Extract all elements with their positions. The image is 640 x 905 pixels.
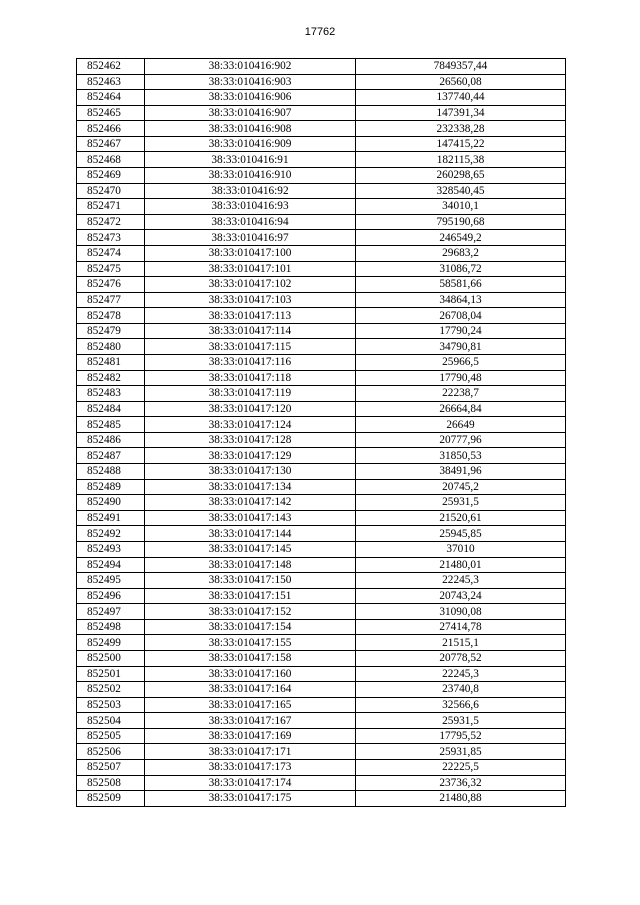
cadastral-number-cell: 38:33:010417:150 — [145, 573, 356, 589]
record-number-cell: 852472 — [77, 214, 145, 230]
value-cell: 20777,96 — [356, 432, 566, 448]
record-number-cell: 852508 — [77, 775, 145, 791]
record-number-cell: 852462 — [77, 59, 145, 75]
cadastral-number-cell: 38:33:010417:103 — [145, 292, 356, 308]
record-number-cell: 852506 — [77, 744, 145, 760]
table-row — [77, 245, 566, 261]
value-cell: 22245,3 — [356, 666, 566, 682]
cadastral-number-cell: 38:33:010416:907 — [145, 105, 356, 121]
table-row — [77, 775, 566, 791]
value-cell: 246549,2 — [356, 230, 566, 246]
value-cell: 147391,34 — [356, 105, 566, 121]
value-cell: 58581,66 — [356, 277, 566, 293]
table-row — [77, 635, 566, 651]
record-number-cell: 852490 — [77, 495, 145, 511]
record-number-cell: 852476 — [77, 277, 145, 293]
table-row — [77, 90, 566, 106]
record-number-cell: 852496 — [77, 588, 145, 604]
table-row — [77, 682, 566, 698]
value-cell: 34790,81 — [356, 339, 566, 355]
value-cell: 21480,01 — [356, 557, 566, 573]
value-cell: 31850,53 — [356, 448, 566, 464]
table-row — [77, 464, 566, 480]
record-number-cell: 852499 — [77, 635, 145, 651]
table-row — [77, 214, 566, 230]
record-number-cell: 852492 — [77, 526, 145, 542]
table-row — [77, 526, 566, 542]
record-number-cell: 852473 — [77, 230, 145, 246]
value-cell: 26664,84 — [356, 401, 566, 417]
value-cell: 20778,52 — [356, 650, 566, 666]
cadastral-number-cell: 38:33:010417:119 — [145, 386, 356, 402]
cadastral-number-cell: 38:33:010416:91 — [145, 152, 356, 168]
record-number-cell: 852477 — [77, 292, 145, 308]
cadastral-number-cell: 38:33:010417:142 — [145, 495, 356, 511]
table-row — [77, 152, 566, 168]
value-cell: 32566,6 — [356, 697, 566, 713]
record-number-cell: 852483 — [77, 386, 145, 402]
cadastral-number-cell: 38:33:010417:148 — [145, 557, 356, 573]
table-row — [77, 59, 566, 75]
table-row — [77, 666, 566, 682]
value-cell: 27414,78 — [356, 619, 566, 635]
value-cell: 34010,1 — [356, 199, 566, 215]
table-row — [77, 713, 566, 729]
cadastral-number-cell: 38:33:010416:97 — [145, 230, 356, 246]
cadastral-number-cell: 38:33:010417:144 — [145, 526, 356, 542]
cadastral-number-cell: 38:33:010417:116 — [145, 354, 356, 370]
table-row — [77, 495, 566, 511]
cadastral-number-cell: 38:33:010417:171 — [145, 744, 356, 760]
value-cell: 37010 — [356, 541, 566, 557]
record-number-cell: 852467 — [77, 136, 145, 152]
value-cell: 17790,48 — [356, 370, 566, 386]
table-row — [77, 697, 566, 713]
cadastral-number-cell: 38:33:010417:165 — [145, 697, 356, 713]
cadastral-number-cell: 38:33:010416:908 — [145, 121, 356, 137]
cadastral-number-cell: 38:33:010417:173 — [145, 760, 356, 776]
record-number-cell: 852502 — [77, 682, 145, 698]
table-row — [77, 370, 566, 386]
value-cell: 20743,24 — [356, 588, 566, 604]
record-number-cell: 852469 — [77, 168, 145, 184]
table-row — [77, 479, 566, 495]
value-cell: 795190,68 — [356, 214, 566, 230]
cadastral-number-cell: 38:33:010417:158 — [145, 650, 356, 666]
value-cell: 34864,13 — [356, 292, 566, 308]
value-cell: 21480,88 — [356, 791, 566, 807]
value-cell: 21515,1 — [356, 635, 566, 651]
cadastral-number-cell: 38:33:010416:909 — [145, 136, 356, 152]
cadastral-number-cell: 38:33:010417:115 — [145, 339, 356, 355]
cadastral-number-cell: 38:33:010417:124 — [145, 417, 356, 433]
value-cell: 26708,04 — [356, 308, 566, 324]
value-cell: 25931,5 — [356, 495, 566, 511]
record-number-cell: 852497 — [77, 604, 145, 620]
table-row — [77, 588, 566, 604]
table-row — [77, 323, 566, 339]
page-number: 17762 — [304, 26, 336, 38]
cadastral-number-cell: 38:33:010417:160 — [145, 666, 356, 682]
record-number-cell: 852493 — [77, 541, 145, 557]
cadastral-number-cell: 38:33:010416:906 — [145, 90, 356, 106]
record-number-cell: 852468 — [77, 152, 145, 168]
table-row — [77, 650, 566, 666]
cadastral-number-cell: 38:33:010417:101 — [145, 261, 356, 277]
record-number-cell: 852491 — [77, 510, 145, 526]
cadastral-number-cell: 38:33:010417:102 — [145, 277, 356, 293]
record-number-cell: 852465 — [77, 105, 145, 121]
record-number-cell: 852504 — [77, 713, 145, 729]
value-cell: 22225,5 — [356, 760, 566, 776]
cadastral-number-cell: 38:33:010417:143 — [145, 510, 356, 526]
cadastral-number-cell: 38:33:010417:113 — [145, 308, 356, 324]
record-number-cell: 852505 — [77, 728, 145, 744]
cadastral-number-cell: 38:33:010417:129 — [145, 448, 356, 464]
cadastral-number-cell: 38:33:010417:152 — [145, 604, 356, 620]
record-number-cell: 852480 — [77, 339, 145, 355]
table-row — [77, 744, 566, 760]
record-number-cell: 852475 — [77, 261, 145, 277]
table-row — [77, 183, 566, 199]
record-number-cell: 852485 — [77, 417, 145, 433]
table-row — [77, 510, 566, 526]
table-row — [77, 354, 566, 370]
cadastral-number-cell: 38:33:010417:130 — [145, 464, 356, 480]
table-row — [77, 448, 566, 464]
value-cell: 23736,32 — [356, 775, 566, 791]
record-number-cell: 852471 — [77, 199, 145, 215]
value-cell: 25931,5 — [356, 713, 566, 729]
record-number-cell: 852489 — [77, 479, 145, 495]
record-number-cell: 852481 — [77, 354, 145, 370]
value-cell: 17795,52 — [356, 728, 566, 744]
cadastral-number-cell: 38:33:010417:145 — [145, 541, 356, 557]
table-row — [77, 619, 566, 635]
value-cell: 20745,2 — [356, 479, 566, 495]
cadastral-number-cell: 38:33:010416:902 — [145, 59, 356, 75]
value-cell: 25945,85 — [356, 526, 566, 542]
cadastral-number-cell: 38:33:010417:167 — [145, 713, 356, 729]
value-cell: 137740,44 — [356, 90, 566, 106]
value-cell: 25966,5 — [356, 354, 566, 370]
record-number-cell: 852478 — [77, 308, 145, 324]
table-row — [77, 308, 566, 324]
table-row — [77, 199, 566, 215]
record-number-cell: 852501 — [77, 666, 145, 682]
cadastral-number-cell: 38:33:010417:175 — [145, 791, 356, 807]
table-row — [77, 230, 566, 246]
cadastral-number-cell: 38:33:010416:93 — [145, 199, 356, 215]
cadastral-number-cell: 38:33:010417:174 — [145, 775, 356, 791]
table-row — [77, 261, 566, 277]
cadastral-number-cell: 38:33:010417:164 — [145, 682, 356, 698]
cadastral-number-cell: 38:33:010416:903 — [145, 74, 356, 90]
cadastral-number-cell: 38:33:010416:910 — [145, 168, 356, 184]
table-row — [77, 541, 566, 557]
cadastral-number-cell: 38:33:010417:154 — [145, 619, 356, 635]
table-row — [77, 105, 566, 121]
registry-table — [76, 58, 566, 807]
record-number-cell: 852486 — [77, 432, 145, 448]
table-row — [77, 277, 566, 293]
record-number-cell: 852466 — [77, 121, 145, 137]
table-row — [77, 339, 566, 355]
value-cell: 7849357,44 — [356, 59, 566, 75]
cadastral-number-cell: 38:33:010417:128 — [145, 432, 356, 448]
table-row — [77, 791, 566, 807]
value-cell: 328540,45 — [356, 183, 566, 199]
registry-table-body — [77, 59, 566, 807]
value-cell: 23740,8 — [356, 682, 566, 698]
value-cell: 21520,61 — [356, 510, 566, 526]
record-number-cell: 852495 — [77, 573, 145, 589]
cadastral-number-cell: 38:33:010416:94 — [145, 214, 356, 230]
value-cell: 31086,72 — [356, 261, 566, 277]
table-row — [77, 386, 566, 402]
record-number-cell: 852482 — [77, 370, 145, 386]
value-cell: 31090,08 — [356, 604, 566, 620]
value-cell: 182115,38 — [356, 152, 566, 168]
table-row — [77, 417, 566, 433]
record-number-cell: 852484 — [77, 401, 145, 417]
value-cell: 260298,65 — [356, 168, 566, 184]
table-row — [77, 74, 566, 90]
cadastral-number-cell: 38:33:010417:100 — [145, 245, 356, 261]
record-number-cell: 852503 — [77, 697, 145, 713]
value-cell: 26560,08 — [356, 74, 566, 90]
table-row — [77, 557, 566, 573]
record-number-cell: 852494 — [77, 557, 145, 573]
table-row — [77, 728, 566, 744]
cadastral-number-cell: 38:33:010416:92 — [145, 183, 356, 199]
cadastral-number-cell: 38:33:010417:169 — [145, 728, 356, 744]
table-row — [77, 121, 566, 137]
value-cell: 22238,7 — [356, 386, 566, 402]
record-number-cell: 852509 — [77, 791, 145, 807]
table-row — [77, 604, 566, 620]
table-row — [77, 136, 566, 152]
table-row — [77, 432, 566, 448]
record-number-cell: 852463 — [77, 74, 145, 90]
record-number-cell: 852500 — [77, 650, 145, 666]
cadastral-number-cell: 38:33:010417:118 — [145, 370, 356, 386]
table-row — [77, 573, 566, 589]
record-number-cell: 852479 — [77, 323, 145, 339]
value-cell: 147415,22 — [356, 136, 566, 152]
table-row — [77, 292, 566, 308]
value-cell: 38491,96 — [356, 464, 566, 480]
table-row — [77, 760, 566, 776]
cadastral-number-cell: 38:33:010417:151 — [145, 588, 356, 604]
record-number-cell: 852464 — [77, 90, 145, 106]
record-number-cell: 852474 — [77, 245, 145, 261]
value-cell: 232338,28 — [356, 121, 566, 137]
record-number-cell: 852470 — [77, 183, 145, 199]
record-number-cell: 852487 — [77, 448, 145, 464]
table-row — [77, 401, 566, 417]
value-cell: 26649 — [356, 417, 566, 433]
value-cell: 25931,85 — [356, 744, 566, 760]
value-cell: 22245,3 — [356, 573, 566, 589]
value-cell: 17790,24 — [356, 323, 566, 339]
cadastral-number-cell: 38:33:010417:120 — [145, 401, 356, 417]
record-number-cell: 852488 — [77, 464, 145, 480]
cadastral-number-cell: 38:33:010417:134 — [145, 479, 356, 495]
record-number-cell: 852498 — [77, 619, 145, 635]
table-row — [77, 168, 566, 184]
cadastral-number-cell: 38:33:010417:155 — [145, 635, 356, 651]
value-cell: 29683,2 — [356, 245, 566, 261]
cadastral-number-cell: 38:33:010417:114 — [145, 323, 356, 339]
record-number-cell: 852507 — [77, 760, 145, 776]
